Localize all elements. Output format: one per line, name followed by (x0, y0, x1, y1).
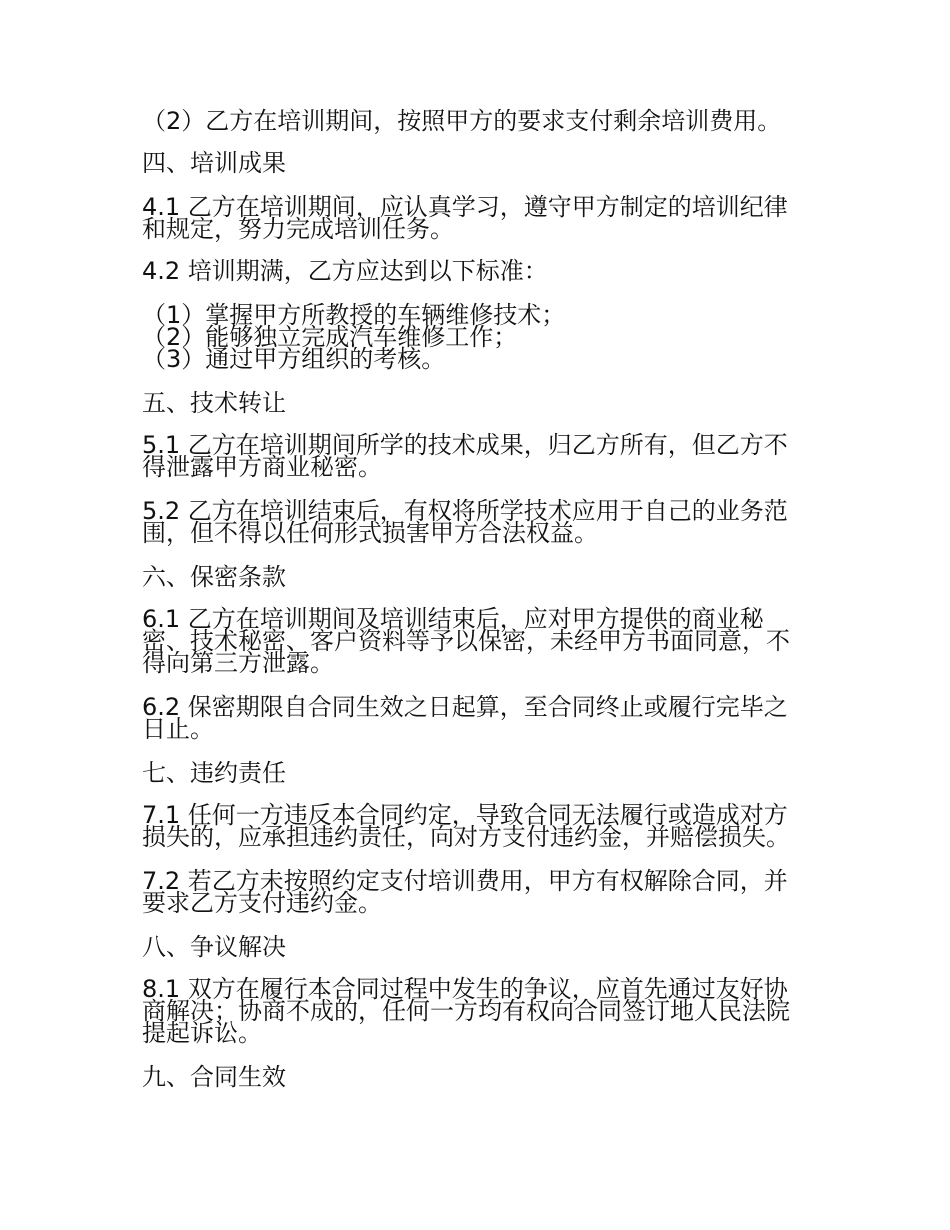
clause-4-1-line-1: 4.1 乙方在培训期间，应认真学习，遵守甲方制定的培训纪律 (142, 193, 788, 221)
clause-8-1-line-1: 8.1 双方在履行本合同过程中发生的争议，应首先通过友好协 (142, 975, 788, 1003)
standard-item-2: （2）能够独立完成汽车维修工作； (142, 323, 518, 351)
clause-6-1-line-2: 密、技术秘密、客户资料等予以保密，未经甲方书面同意，不 (142, 627, 790, 655)
clause-8-1-line-2: 商解决；协商不成的，任何一方均有权向合同签订地人民法院 (142, 997, 790, 1025)
clause-6-1-line-3: 得向第三方泄露。 (142, 649, 334, 677)
clause-4-2: 4.2 培训期满，乙方应达到以下标准： (142, 257, 548, 285)
clause-5-1-line-2: 得泄露甲方商业秘密。 (142, 453, 382, 481)
section-heading-technology-transfer: 五、技术转让 (142, 389, 286, 417)
clause-5-2-line-1: 5.2 乙方在培训结束后，有权将所学技术应用于自己的业务范 (142, 497, 788, 525)
section-heading-training-results: 四、培训成果 (142, 149, 286, 177)
clause-7-1-line-1: 7.1 任何一方违反本合同约定，导致合同无法履行或造成对方 (142, 801, 788, 829)
clause-7-2-line-2: 要求乙方支付违约金。 (142, 889, 382, 917)
section-heading-liability: 七、违约责任 (142, 759, 286, 787)
clause-5-2-line-2: 围，但不得以任何形式损害甲方合法权益。 (142, 519, 598, 547)
clause-7-1-line-2: 损失的，应承担违约责任，向对方支付违约金，并赔偿损失。 (142, 823, 790, 851)
standard-item-3: （3）通过甲方组织的考核。 (142, 345, 446, 373)
standard-item-1: （1）掌握甲方所教授的车辆维修技术； (142, 301, 566, 329)
clause-6-2-line-1: 6.2 保密期限自合同生效之日起算，至合同终止或履行完毕之 (142, 693, 788, 721)
clause-7-2-line-1: 7.2 若乙方未按照约定支付培训费用，甲方有权解除合同，并 (142, 867, 788, 895)
clause-4-1-line-2: 和规定，努力完成培训任务。 (142, 215, 454, 243)
paragraph-payment-item-2: （2）乙方在培训期间，按照甲方的要求支付剩余培训费用。 (142, 107, 782, 135)
section-heading-confidentiality: 六、保密条款 (142, 563, 286, 591)
clause-8-1-line-3: 提起诉讼。 (142, 1019, 262, 1047)
section-heading-dispute-resolution: 八、争议解决 (142, 933, 286, 961)
section-heading-contract-effectiveness: 九、合同生效 (142, 1063, 286, 1091)
clause-6-2-line-2: 日止。 (142, 715, 214, 743)
clause-5-1-line-1: 5.1 乙方在培训期间所学的技术成果，归乙方所有，但乙方不 (142, 431, 788, 459)
clause-6-1-line-1: 6.1 乙方在培训期间及培训结束后，应对甲方提供的商业秘 (142, 605, 764, 633)
